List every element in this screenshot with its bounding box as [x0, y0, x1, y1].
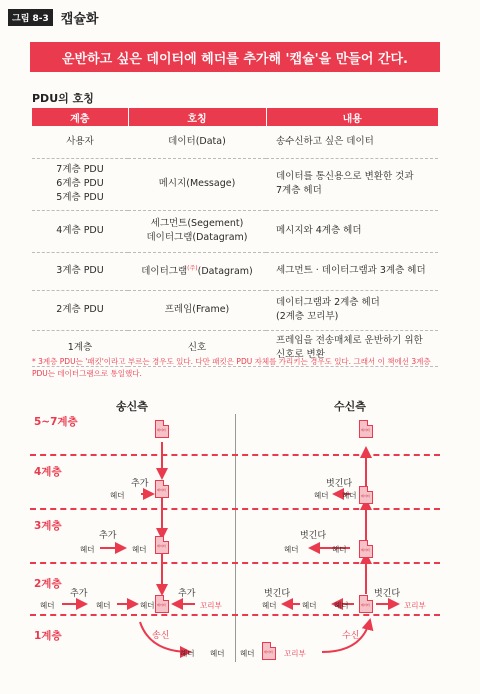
header-label: 헤더: [240, 649, 255, 658]
table-row: [32, 290, 438, 330]
layer-label-5-7: 5~7계층: [34, 416, 78, 428]
sender-heading: 송신측: [116, 400, 148, 413]
table-row: [32, 126, 438, 158]
header-label: 헤더: [334, 601, 349, 610]
cell-content: 메시지와 4계층 헤더: [266, 210, 438, 252]
cell-content: 세그먼트 · 데이터그램과 3계층 헤더: [266, 252, 438, 290]
data-doc-icon: 데이터: [359, 420, 373, 438]
cell-name: 프레임(Frame): [128, 290, 266, 330]
cell-content: 송수신하고 싶은 데이터: [266, 126, 438, 158]
layer-label-4: 4계층: [34, 466, 62, 478]
cell-layer: 2계층 PDU: [32, 290, 128, 330]
add-label: 추가: [131, 479, 149, 489]
header-label: 헤더: [80, 545, 95, 554]
cell-layer: 사용자: [32, 126, 128, 158]
remove-label: 벗긴다: [264, 589, 291, 599]
cell-name-b: (Datagram): [197, 266, 253, 278]
header-label: 헤더: [342, 491, 357, 500]
cell-name: 세그먼트(Segement) 데이터그램(Datagram): [128, 210, 266, 252]
table-row: [32, 210, 438, 252]
cell-layer: 4계층 PDU: [32, 210, 128, 252]
header-name: 호칭: [128, 108, 266, 126]
cell-layer: 7계층 PDU 6계층 PDU 5계층 PDU: [32, 158, 128, 210]
layer-label-2: 2계층: [34, 578, 62, 590]
data-doc-icon: 데이터: [155, 536, 169, 554]
header-layer: 계층: [32, 108, 128, 126]
header-label: 헤더: [132, 545, 147, 554]
remove-label: 벗긴다: [326, 479, 353, 489]
header-label: 헤더: [140, 601, 155, 610]
cell-name: 메시지(Message): [128, 158, 266, 210]
table-header-row: [32, 108, 438, 126]
send-label: 송신: [152, 631, 170, 641]
add-label: 추가: [178, 589, 196, 599]
add-label: 추가: [70, 589, 88, 599]
header-label: 헤더: [210, 649, 225, 658]
header-label: 헤더: [302, 601, 317, 610]
cell-name-a: 데이터그램: [141, 266, 188, 278]
data-doc-icon: 데이터: [359, 595, 373, 613]
layer-label-3: 3계층: [34, 520, 62, 532]
data-doc-icon: 데이터: [155, 480, 169, 498]
footnote: * 3계층 PDU는 '패킷'이라고 부르는 경우도 있다. 다만 패킷은 PDU 자체를 가리키는 경우도 있다. 그래서 이 책에선 3계층 PDU는 데이터그램으로 통일했다.: [32, 357, 431, 378]
encapsulation-diagram: [0, 390, 480, 694]
figure-label: [8, 8, 98, 27]
receive-label: 수신: [342, 631, 360, 641]
data-doc-icon: 데이터: [155, 420, 169, 438]
add-label: 추가: [99, 531, 117, 541]
cell-content: 데이터그램과 2계층 헤더 (2계층 꼬리부): [266, 290, 438, 330]
footnote-mark: (주): [187, 265, 198, 273]
pdu-table: [32, 108, 438, 367]
header-label: 헤더: [314, 491, 329, 500]
remove-label: 벗긴다: [374, 589, 401, 599]
remove-label: 벗긴다: [300, 531, 327, 541]
header-label: 헤더: [180, 649, 195, 658]
table-row: [32, 252, 438, 290]
cell-layer: 1계층: [32, 330, 128, 366]
data-doc-icon: 데이터: [155, 595, 169, 613]
data-doc-icon: 데이터: [359, 486, 373, 504]
table-row: [32, 158, 438, 210]
header-content: 내용: [266, 108, 438, 126]
cell-name: 신호: [128, 330, 266, 366]
data-doc-icon: 데이터: [262, 642, 276, 660]
layer-label-1: 1계층: [34, 630, 62, 642]
cell-name: 데이터(Data): [128, 126, 266, 158]
cell-name: [128, 252, 266, 290]
cell-content: 데이터를 통신용으로 변환한 것과 7계층 헤더: [266, 158, 438, 210]
cell-content: 프레임을 전송매체로 운반하기 위한 신호로 변환: [266, 330, 438, 366]
trailer-label: 꼬리부: [284, 649, 306, 658]
data-doc-icon: 데이터: [359, 540, 373, 558]
cell-layer: 3계층 PDU: [32, 252, 128, 290]
receiver-heading: 수신측: [334, 400, 366, 413]
trailer-label: 꼬리부: [404, 601, 426, 610]
header-label: 헤더: [110, 491, 125, 500]
header-label: 헤더: [262, 601, 277, 610]
figure-tag: 그림 8-3: [8, 9, 53, 26]
trailer-label: 꼬리부: [200, 601, 222, 610]
header-label: 헤더: [284, 545, 299, 554]
banner: 운반하고 싶은 데이터에 헤더를 추가해 '캡슐'을 만들어 간다.: [30, 42, 440, 72]
figure-title: 캡슐화: [60, 12, 99, 27]
section-title: PDU의 호칭: [32, 92, 94, 105]
header-label: 헤더: [332, 545, 347, 554]
header-label: 헤더: [96, 601, 111, 610]
header-label: 헤더: [40, 601, 55, 610]
